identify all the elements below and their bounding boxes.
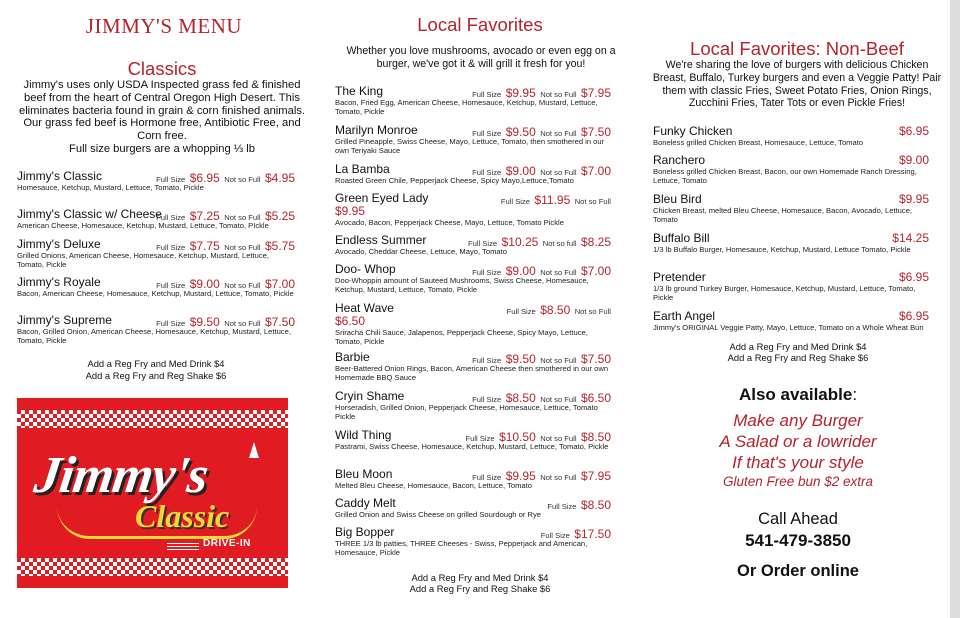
not-so-full-label: Not so Full [540,473,577,482]
non-beef-column [648,0,942,618]
also-available-text: Also available [738,385,853,404]
full-size-label: Full Size [500,197,530,206]
not-so-full-price: $7.00 [580,164,611,178]
not-so-full-price: $7.50 [580,352,611,366]
item-name: Earth Angel [653,309,716,323]
checker-stripe-top [17,410,288,428]
checker-stripe-bottom [17,558,288,576]
item-description: Grilled Onion and Swiss Cheese on grilled Sourdough or Rye [335,510,541,519]
menu-item [17,237,295,275]
not-so-full-label: Not so Full [574,197,611,206]
item-prices [507,301,611,319]
not-so-full-price: $5.25 [264,209,295,223]
item-name: Wild Thing [335,428,392,442]
item-name: Jimmy's Supreme [17,313,112,327]
menu-item [653,270,929,309]
item-name: Jimmy's Classic [17,169,102,183]
full-size-price: $9.00 [189,277,220,291]
menu-item [653,153,929,192]
not-so-full-label: Not so Full [224,213,261,222]
not-so-full-price: $7.50 [580,125,611,139]
full-size-label: Full Size [472,268,502,277]
full-size-label: Full Size [156,319,186,328]
item-prices [465,428,611,446]
full-size-label: Full Size [472,395,502,404]
item-prices [541,525,611,543]
item-name: Caddy Melt [335,496,396,510]
menu-title: JIMMY'S MENU [85,14,243,38]
full-size-price: $8.50 [505,391,536,405]
item-prices [547,496,611,514]
item-name: Big Bopper [335,525,395,539]
item-name: Doo- Whop [335,262,396,276]
full-size-label: Full Size [506,307,536,316]
menu-item [653,192,929,231]
not-so-full-price: $6.50 [580,391,611,405]
full-size-price: $9.95 [505,469,536,483]
non-beef-list [653,124,929,348]
not-so-full-label: Not so Full [540,434,577,443]
not-so-full-label: Not so Full [540,129,577,138]
logo-wordmark-jimmys: Jimmy's [30,447,212,504]
not-so-full-label: Not so Full [540,395,577,404]
item-description: Pastrami, Swiss Cheese, Homesauce, Ketchup, Mustard, Lettuce, Tomato, Pickle [335,442,609,451]
full-size-price: $8.50 [580,498,611,512]
menu-item [335,428,611,467]
combo-addon-shake: Add a Reg Fry and Reg Shake $6 [85,370,227,381]
item-prices [472,467,611,485]
item-name: Barbie [335,350,370,364]
local-favorites-list [335,84,611,564]
not-so-full-price: $4.95 [264,171,295,185]
not-so-full-label: Not so Full [224,243,261,252]
item-description: Bacon, Fried Egg, American Cheese, Homesauce, Ketchup, Mustard, Lettuce, Tomato, Pickle [335,98,598,117]
item-description: Melted Bleu Cheese, Homesauce, Bacon, Lettuce, Tomato [335,481,532,490]
item-description: Boneless grilled Chicken Breast, Bacon, our own Homemade Ranch Dressing, Lettuce, Tomato [653,167,917,186]
combo-addon-shake: Add a Reg Fry and Reg Shake $6 [409,583,551,594]
not-so-full-price: $5.75 [264,239,295,253]
menu-item [17,313,295,351]
item-prices [472,162,611,180]
full-size-price: $9.95 [505,86,536,100]
item-description: 1/3 lb Buffalo Burger, Homesauce, Ketchup, Mustard, Lettuce Tomato, Pickle [653,245,911,254]
not-so-full-label: Not so Full [540,356,577,365]
full-size-price: $10.50 [499,430,536,444]
phone-number[interactable]: 541-479-3850 [745,531,851,550]
item-description: Beer-Battered Onion Rings, Bacon, American Cheese then smothered in our own Homemade BBQ Sauce [335,364,609,383]
item-description: Roasted Green Chile, Pepperjack Cheese, Spicy Mayo,Lettuce,Tomato [335,176,574,185]
local-favorites-heading: Local Favorites [417,14,543,35]
your-style-line: If that's your style [732,453,864,472]
menu-item [17,169,295,207]
menu-item [17,207,295,237]
item-name: Bleu Moon [335,467,393,481]
combo-addon-drink: Add a Reg Fry and Med Drink $4 [411,572,549,583]
item-price: $9.95 [898,192,929,206]
item-price: $6.95 [898,309,929,323]
full-size-price: $17.50 [574,527,611,541]
logo-wordmark-classic: Classic [135,498,230,534]
item-name: Buffalo Bill [653,231,710,245]
also-available-heading [648,385,948,405]
item-prices [468,233,611,251]
item-price: $6.95 [898,270,929,284]
item-prices [156,207,295,225]
not-so-full-price: $6.50 [335,314,366,328]
item-prices [156,313,295,331]
logo-spark-icon [249,442,259,458]
not-so-full-price: $7.95 [580,86,611,100]
non-beef-intro: We're sharing the love of burgers with delicious Chicken Breast, Buffalo, Turkey burgers and even a Veggie Patty! Pair them with classic Fries, Sweet Potato Fries, Onion Rings, Zucchini Fries, Tater Tots or even Pickle Fries! [652,59,942,110]
menu-item [335,123,611,162]
item-price: $9.00 [898,153,929,167]
classics-intro: Jimmy's uses only USDA Inspected grass fed & finished beef from the heart of Central Oregon High Desert. This eliminates bacteria found in grain & corn finished animals. Our grass fed beef is Hormone free, Antibiotic Free, and Corn free. [18,79,306,143]
item-name: La Bamba [335,162,390,176]
item-name: Jimmy's Royale [17,275,101,289]
item-prices [156,275,295,293]
item-prices [156,169,295,187]
full-size-label: Full Size [465,434,495,443]
item-description: Grilled Onions, American Cheese, Homesauce, Ketchup, Mustard, Lettuce, Tomato, Pickle [17,251,269,270]
make-any-burger-line: Make any Burger [733,411,863,430]
menu-item [335,467,611,496]
item-description: Boneless grilled Chicken Breast, Homesauce, Lettuce, Tomato [653,138,864,147]
menu-item [335,389,611,428]
item-name: Pretender [653,270,706,284]
full-size-label: Full Size [156,243,186,252]
item-name: Jimmy's Deluxe [17,237,101,251]
item-name: Jimmy's Classic w/ Cheese [17,207,162,221]
jimmys-classic-logo [17,398,288,588]
item-description: Horseradish, Grilled Onion, Pepperjack Cheese, Homesauce, Lettuce, Tomato Pickle [335,403,598,422]
gluten-free-note: Gluten Free bun $2 extra [722,474,874,489]
item-description: Doo-Whoppin amount of Sauteed Mushrooms, Swiss Cheese, Homesauce, Ketchup, Mustard, Lettuce, Tomato, Pickle [335,276,589,295]
menu-item [335,162,611,191]
full-size-price: $9.00 [505,264,536,278]
full-size-label: Full Size [547,502,577,511]
menu-item [335,191,611,233]
item-name: Marilyn Monroe [335,123,418,137]
not-so-full-price: $7.50 [264,315,295,329]
local-favorites-intro: Whether you love mushrooms, avocado or even egg on a burger, we've got it & will grill it fresh for you! [346,45,616,70]
item-prices [472,123,611,141]
item-price: $6.95 [898,124,929,138]
not-so-full-price: $9.95 [335,204,366,218]
full-size-label: Full Size [472,473,502,482]
item-description: Avocado, Cheddar Cheese, Lettuce, Mayo, Tomato [335,247,507,256]
menu-item [335,350,611,389]
full-size-price: $10.25 [501,235,539,249]
not-so-full-label: Not so Full [540,90,577,99]
menu-item [335,262,611,301]
item-prices [501,191,611,209]
logo-drive-in: DRIVE-IN [203,538,251,549]
not-so-full-price: $7.00 [580,264,611,278]
not-so-full-price: $8.50 [580,430,611,444]
salad-lowrider-line: A Salad or a lowrider [719,432,877,451]
menu-item [335,84,611,123]
combo-addon-drink: Add a Reg Fry and Med Drink $4 [729,341,867,352]
classics-intro-size-note: Full size burgers are a whopping ⅓ lb [69,143,255,155]
item-description: Avocado, Bacon, Pepperjack Cheese, Mayo, Lettuce, Tomato Pickle [335,218,564,227]
not-so-full-label: Not so Full [540,268,577,277]
item-description: 1/3 lb ground Turkey Burger, Homesauce, Ketchup, Mustard, Lettuce, Tomato, Pickle [653,284,916,303]
menu-item [653,124,929,153]
item-name: Ranchero [653,153,706,167]
item-description: American Cheese, Homesauce, Ketchup, Mustard, Lettuce, Tomato, PIckle [17,221,269,230]
combo-addon-shake: Add a Reg Fry and Reg Shake $6 [727,352,869,363]
not-so-full-label: Not so Full [224,281,261,290]
not-so-full-label: Not so Full [224,175,261,184]
item-description: Grilled Pineapple, Swiss Cheese, Mayo, Lettuce, Tomato, then smothered in our own Teriyaki Sauce [335,137,605,156]
full-size-label: Full Size [472,356,502,365]
full-size-label: Full Size [540,531,570,540]
menu-item [335,233,611,262]
item-prices [156,237,295,255]
full-size-label: Full Size [156,281,186,290]
not-so-full-price: $8.25 [580,235,611,249]
item-description: Homesauce, Ketchup, Mustard, Lettuce, Tomato, Pickle [17,183,204,192]
menu-item [335,496,611,525]
item-description: Sriracha Chili Sauce, Jalapenos, Pepperjack Cheese, Spicy Mayo, Lettuce, Tomato, Pickle [335,328,588,347]
full-size-label: Full Size [472,168,502,177]
item-description: Chicken Breast, melted Bleu Cheese, Homesauce, Bacon, Avocado, Lettuce, Tomato [653,206,913,225]
full-size-price: $8.50 [540,303,571,317]
item-name: The King [335,84,384,98]
full-size-price: $7.75 [189,239,220,253]
order-online-label[interactable]: Or Order online [737,562,859,580]
menu-item [653,231,929,270]
item-price: $14.25 [892,231,929,245]
not-so-full-label: Not so Full [540,168,577,177]
not-so-full-label: Not so full [542,239,577,248]
item-name: Bleu Bird [653,192,702,206]
also-available-colon: : [852,385,858,404]
local-favorites-column [332,0,616,618]
full-size-label: Full Size [156,213,186,222]
combo-addon-drink: Add a Reg Fry and Med Drink $4 [87,358,225,369]
item-name: Funky Chicken [653,124,733,138]
full-size-price: $6.95 [189,171,220,185]
item-prices [472,84,611,102]
item-name: Endless Summer [335,233,427,247]
item-name: Green Eyed Lady [335,191,429,205]
item-name: Heat Wave [335,301,394,315]
full-size-label: Full Size [468,239,498,248]
item-description: THREE 1/3 lb patties, THREE Cheeses - Swiss, Pepperjack and American, Homesauce, Pickle [335,539,588,558]
menu-item [17,275,295,313]
full-size-price: $9.50 [189,315,220,329]
full-size-price: $9.50 [505,125,536,139]
classics-list [17,169,295,351]
full-size-price: $9.50 [505,352,536,366]
full-size-label: Full Size [156,175,186,184]
not-so-full-price: $7.00 [264,277,295,291]
item-description: Bacon, American Cheese, Homesauce, Ketchup, Mustard, Lettuce, Tomato, Pickle [17,289,294,298]
logo-speed-lines [167,543,199,550]
full-size-label: Full Size [472,129,502,138]
item-description: Bacon, Grilled Onion, American Cheese, Homesauce, Ketchup, Mustard, Lettuce, Tomato, Pickle [17,327,291,346]
menu-item [335,525,611,564]
menu-item [335,301,611,350]
not-so-full-price: $7.95 [580,469,611,483]
full-size-price: $7.25 [189,209,220,223]
classics-heading: Classics [127,58,197,79]
not-so-full-label: Not so Full [224,319,261,328]
full-size-label: Full Size [472,90,502,99]
item-prices [472,262,611,280]
full-size-price: $9.00 [505,164,536,178]
call-ahead-label: Call Ahead [758,510,838,528]
non-beef-heading: Local Favorites: Non-Beef [690,38,904,59]
not-so-full-label: Not so Full [574,307,611,316]
item-prices [472,350,611,368]
item-name: Cryin Shame [335,389,405,403]
item-description: Jimmy's ORIGINAL Veggie Patty, Mayo, Lettuce, Tomato on a Whole Wheat Bun [653,323,924,332]
item-prices [472,389,611,407]
full-size-price: $11.95 [534,193,571,207]
